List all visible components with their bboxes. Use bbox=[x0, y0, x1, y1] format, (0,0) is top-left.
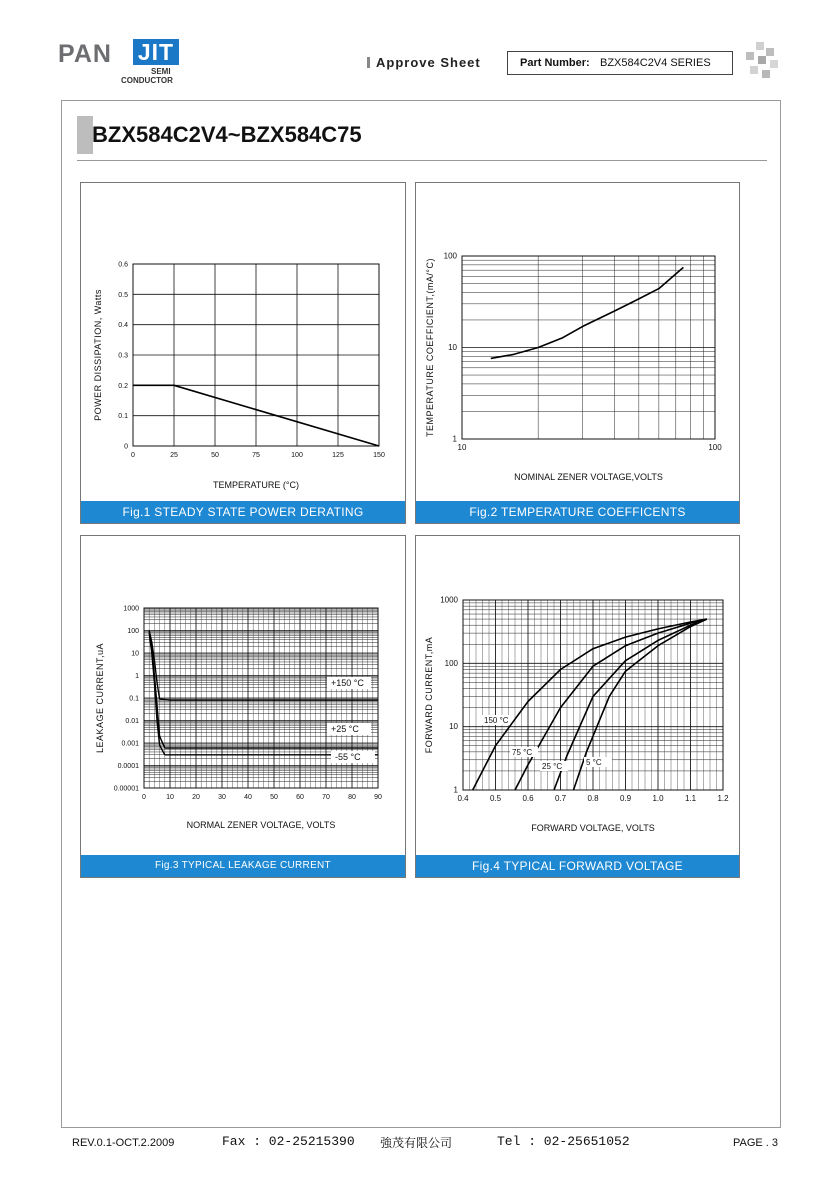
part-number-label: Part Number: bbox=[520, 57, 590, 69]
title-accent-bar bbox=[77, 116, 93, 154]
footer-page-number: PAGE . 3 bbox=[733, 1137, 779, 1149]
logo-jit-text: JIT bbox=[133, 39, 179, 65]
y-tick-label: 0 bbox=[124, 443, 128, 451]
figure-1-chart bbox=[81, 183, 405, 501]
footer-fax: Fax : 02-25215390 bbox=[222, 1134, 355, 1149]
series-annotation: 25 °C bbox=[542, 762, 563, 771]
x-tick-label: 100 bbox=[291, 452, 303, 459]
y-tick-label: 0.1 bbox=[129, 695, 139, 703]
x-tick-label: 90 bbox=[374, 794, 382, 801]
logo-conductor-text: CONDUCTOR bbox=[121, 76, 173, 85]
x-tick-label: 50 bbox=[211, 452, 219, 459]
approve-sheet-label: Approve Sheet bbox=[376, 55, 481, 70]
x-tick-label: 30 bbox=[218, 794, 226, 801]
series-annotation: 75 °C bbox=[512, 748, 533, 757]
series-annotation: +150 °C bbox=[331, 678, 364, 688]
footer-tel: Tel : 02-25651052 bbox=[497, 1134, 630, 1149]
company-logo bbox=[58, 36, 188, 88]
figure-4-caption: Fig.4 TYPICAL FORWARD VOLTAGE bbox=[416, 855, 739, 877]
y-tick-label: 0.3 bbox=[118, 352, 128, 360]
x-axis-title: NORMAL ZENER VOLTAGE, VOLTS bbox=[186, 820, 336, 830]
y-tick-label: 0.01 bbox=[125, 718, 139, 725]
decorative-squares-icon bbox=[742, 42, 782, 82]
x-tick-label: 1.1 bbox=[684, 794, 697, 803]
x-tick-label: 75 bbox=[252, 452, 260, 459]
series-annotation: +25 °C bbox=[331, 724, 359, 734]
x-tick-label: 60 bbox=[296, 794, 304, 801]
figure-3-chart bbox=[81, 536, 405, 855]
y-tick-label: 0.2 bbox=[118, 382, 128, 390]
series-annotation: 150 °C bbox=[484, 716, 509, 725]
x-tick-label: 0.9 bbox=[619, 794, 632, 803]
x-tick-label: 10 bbox=[166, 794, 174, 801]
footer-revision: REV.0.1-OCT.2.2009 bbox=[72, 1137, 175, 1149]
y-tick-label: 1000 bbox=[440, 595, 458, 605]
x-tick-label: 50 bbox=[270, 794, 278, 801]
y-axis-title: FORWARD CURRENT,mA bbox=[424, 636, 434, 754]
y-tick-label: 10 bbox=[448, 343, 457, 352]
series-annotation: 5 °C bbox=[586, 758, 602, 767]
x-tick-label: 0.4 bbox=[457, 794, 469, 803]
x-tick-label: 0.6 bbox=[522, 794, 534, 803]
y-tick-label: 0.0001 bbox=[117, 763, 139, 770]
y-axis-title: TEMPERATURE COEFFICIENT,(mA/°C) bbox=[425, 258, 435, 437]
part-number-box bbox=[507, 51, 733, 75]
y-axis-title: LEAKAGE CURRENT,uA bbox=[95, 642, 105, 754]
y-tick-label: 1000 bbox=[123, 605, 139, 613]
figure-3-panel bbox=[80, 535, 406, 878]
figure-2-panel bbox=[415, 182, 740, 524]
approve-sheet-marker bbox=[367, 57, 370, 68]
y-tick-label: 0.1 bbox=[118, 413, 128, 421]
x-tick-label: 125 bbox=[332, 452, 344, 459]
y-tick-label: 0.00001 bbox=[113, 785, 139, 793]
y-tick-label: 0.6 bbox=[118, 261, 128, 269]
y-tick-label: 10 bbox=[449, 722, 458, 732]
x-tick-label: 0.8 bbox=[587, 794, 599, 803]
title-divider bbox=[77, 160, 767, 161]
figure-2-caption: Fig.2 TEMPERATURE COEFFICENTS bbox=[416, 501, 739, 523]
figure-1-panel bbox=[80, 182, 406, 524]
x-tick-label: 0.5 bbox=[489, 794, 502, 803]
x-tick-label: 1.0 bbox=[652, 794, 664, 803]
figure-3-caption: Fig.3 TYPICAL LEAKAGE CURRENT bbox=[81, 855, 405, 877]
figure-4-panel bbox=[415, 535, 740, 878]
footer-company-name: 強茂有限公司 bbox=[380, 1136, 453, 1150]
y-tick-label: 100 bbox=[444, 658, 458, 668]
x-axis-title: FORWARD VOLTAGE, VOLTS bbox=[531, 823, 655, 833]
logo-semi-text: SEMI bbox=[151, 67, 171, 76]
y-tick-label: 10 bbox=[131, 650, 139, 658]
series-line-temp-coefficient bbox=[491, 267, 684, 358]
x-axis-title: NOMINAL ZENER VOLTAGE,VOLTS bbox=[514, 472, 663, 482]
x-tick-label: 150 bbox=[373, 452, 385, 459]
y-tick-label: 100 bbox=[443, 251, 457, 261]
logo-pan-text: PAN bbox=[58, 40, 112, 68]
figure-4-chart bbox=[416, 536, 739, 855]
x-tick-label: 0 bbox=[142, 794, 146, 801]
y-tick-label: 1 bbox=[135, 673, 139, 680]
x-tick-label: 25 bbox=[170, 452, 178, 459]
y-axis-title: POWER DISSIPATION, Watts bbox=[93, 289, 103, 421]
x-tick-label: 0.7 bbox=[554, 794, 567, 803]
series-annotation: -55 °C bbox=[335, 752, 361, 762]
x-tick-label: 70 bbox=[322, 794, 330, 801]
x-tick-label: 80 bbox=[348, 794, 356, 801]
x-tick-label: 1.2 bbox=[717, 794, 729, 803]
y-tick-label: 1 bbox=[452, 434, 457, 444]
y-tick-label: 0.5 bbox=[118, 291, 128, 299]
x-tick-label: 20 bbox=[192, 794, 200, 801]
x-tick-label: 100 bbox=[708, 443, 722, 452]
x-tick-label: 0 bbox=[131, 452, 135, 459]
y-tick-label: 0.4 bbox=[118, 322, 128, 330]
part-number-value: BZX584C2V4 SERIES bbox=[600, 57, 711, 69]
x-tick-label: 40 bbox=[244, 794, 252, 801]
document-title: BZX584C2V4~BZX584C75 bbox=[92, 122, 362, 147]
figure-2-chart bbox=[416, 183, 739, 501]
figure-1-caption: Fig.1 STEADY STATE POWER DERATING bbox=[81, 501, 405, 523]
x-tick-label: 10 bbox=[457, 443, 467, 452]
x-axis-title: TEMPERATURE (°C) bbox=[213, 480, 299, 490]
y-tick-label: 1 bbox=[453, 785, 458, 795]
y-tick-label: 100 bbox=[127, 628, 139, 635]
y-tick-label: 0.001 bbox=[121, 740, 139, 748]
